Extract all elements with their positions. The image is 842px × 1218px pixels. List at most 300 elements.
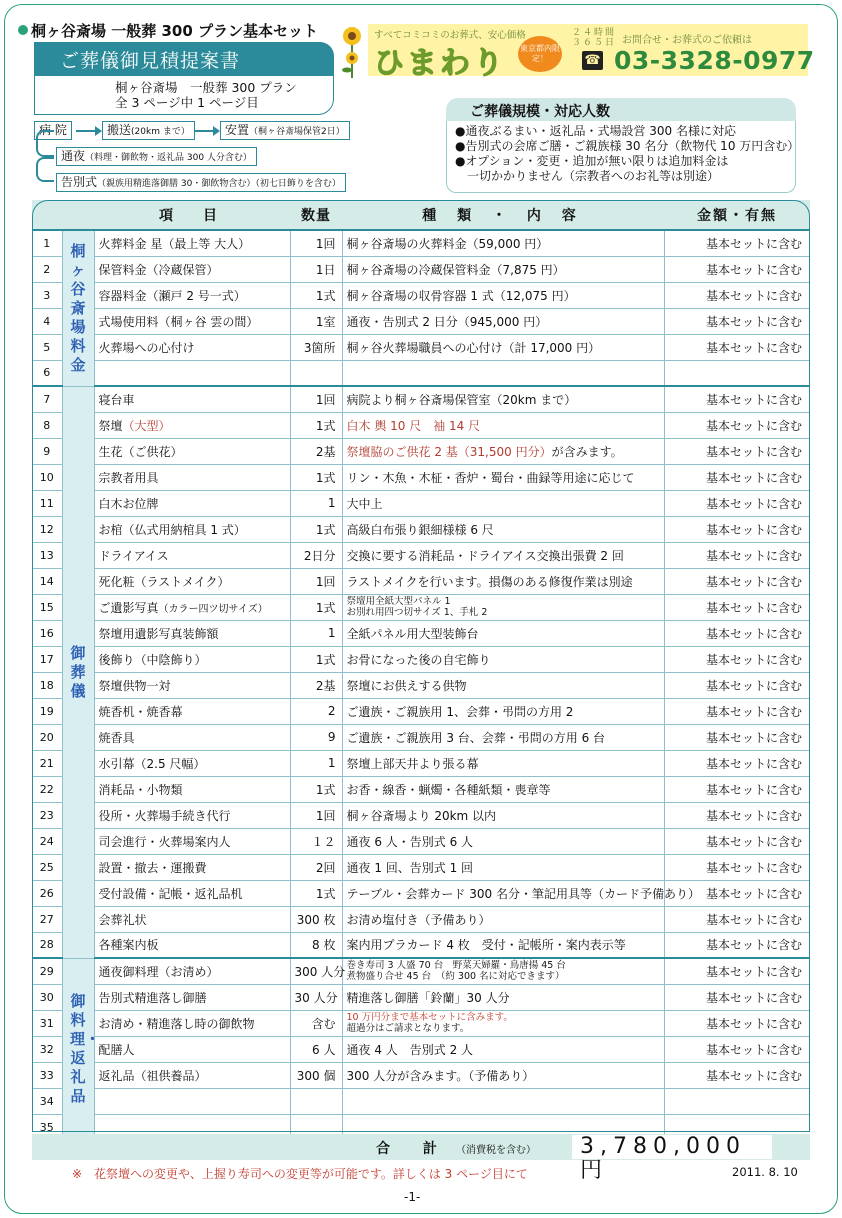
row-number: 21 — [32, 750, 62, 776]
desc-text: ラストメイクを行います。損傷のある修復作業は別途 — [346, 574, 633, 589]
row-number: 35 — [32, 1114, 62, 1140]
amount-cell: 基本セットに含む — [664, 516, 810, 542]
flow-step-note: （桐ヶ谷斎場保管2日） — [249, 127, 345, 137]
desc-cell — [342, 490, 664, 516]
desc-text: 桐ヶ谷火葬場職員への心付け（計 17,000 円） — [346, 340, 601, 355]
amount-cell: 基本セットに含む — [664, 256, 810, 282]
row-number: 1 — [32, 230, 62, 256]
amount-cell: 基本セットに含む — [664, 984, 810, 1010]
item-text: 死化粧（ラストメイク） — [98, 574, 230, 589]
item-cell — [94, 906, 290, 932]
qty-cell: 2日分 — [290, 542, 342, 568]
table-row — [32, 646, 810, 672]
item-cell — [94, 828, 290, 854]
item-text: 容器料金（瀬戸 2 号一式） — [98, 288, 246, 303]
company-name: ひまわり — [374, 46, 506, 81]
item-cell — [94, 698, 290, 724]
item-text: 受付設備・記帳・返礼品机 — [98, 886, 243, 901]
desc-cell — [342, 542, 664, 568]
qty-cell: 1式 — [290, 412, 342, 438]
row-number: 24 — [32, 828, 62, 854]
row-number: 16 — [32, 620, 62, 646]
desc-cell — [342, 698, 664, 724]
flow-bend-icon — [36, 157, 54, 182]
amount-cell: 基本セットに含む — [664, 334, 810, 360]
desc-cell — [342, 516, 664, 542]
amount-cell: 基本セットに含む — [664, 802, 810, 828]
amount-cell: 基本セットに含む — [664, 594, 810, 620]
amount-cell — [664, 360, 810, 386]
desc-text: 桐ヶ谷斎場の火葬料金（59,000 円） — [346, 236, 549, 251]
table-row — [32, 256, 810, 282]
table-row — [32, 542, 810, 568]
table-row — [32, 308, 810, 334]
row-number: 12 — [32, 516, 62, 542]
table-row — [32, 282, 810, 308]
item-cell — [94, 516, 290, 542]
table-row — [32, 750, 810, 776]
desc-cell — [342, 750, 664, 776]
desc-cell — [342, 594, 664, 620]
amount-cell: 基本セットに含む — [664, 1010, 810, 1036]
table-row — [32, 386, 810, 412]
desc-text: リン・木魚・木柾・香炉・蜀台・曲録等用途に応じて — [346, 470, 635, 485]
desc-small-text: 超過分はご請求となります。 — [346, 1023, 470, 1034]
qty-cell: 300 人分 — [290, 958, 342, 984]
item-text: 水引幕（2.5 尺幅） — [98, 756, 206, 771]
item-cell — [94, 776, 290, 802]
qty-cell: 8 枚 — [290, 932, 342, 958]
desc-cell — [342, 412, 664, 438]
row-number: 25 — [32, 854, 62, 880]
company-banner — [368, 24, 815, 81]
amount-cell — [664, 1088, 810, 1114]
item-cell — [94, 334, 290, 360]
row-number: 15 — [32, 594, 62, 620]
amount-cell: 基本セットに含む — [664, 906, 810, 932]
desc-cell — [342, 620, 664, 646]
amount-cell: 基本セットに含む — [664, 542, 810, 568]
item-text: 各種案内板 — [98, 938, 159, 953]
flow-step-label: 病 院 — [39, 123, 67, 137]
qty-cell: 300 個 — [290, 1062, 342, 1088]
desc-cell — [342, 724, 664, 750]
table-row — [32, 984, 810, 1010]
company-tagline: すべてコミコミのお葬式、安心価格 — [374, 30, 526, 41]
scale-details — [446, 121, 800, 193]
item-cell — [94, 386, 290, 412]
desc-text: 大中上 — [346, 496, 383, 511]
table-row — [32, 906, 810, 932]
tokyo-only-badge: 東京都内限定！ — [518, 36, 562, 72]
hours-24: ２４時間 — [572, 28, 617, 38]
header-amount: 金額・有無 — [664, 200, 810, 230]
item-cell — [94, 672, 290, 698]
flow-step-transport — [102, 121, 195, 140]
flow-step-note: (20km まで） — [131, 127, 190, 137]
item-text: 役所・火葬場手続き代行 — [98, 808, 231, 823]
total-amount: 3,780,000 円 — [572, 1135, 772, 1159]
amount-cell: 基本セットに含む — [664, 620, 810, 646]
flow-step-label: 安置 — [225, 123, 250, 137]
item-cell — [94, 1010, 290, 1036]
footer-note: ※ 花祭壇への変更や、上握り寿司への変更等が可能です。詳しくは 3 ページ目にて — [72, 1167, 528, 1181]
table-row — [32, 412, 810, 438]
amount-cell: 基本セットに含む — [664, 880, 810, 906]
header-desc: 種 類 ・ 内 容 — [342, 200, 664, 230]
desc-cell — [342, 464, 664, 490]
item-cell — [94, 412, 290, 438]
item-cell — [94, 1036, 290, 1062]
qty-cell: 1回 — [290, 386, 342, 412]
amount-cell: 基本セットに含む — [664, 464, 810, 490]
table-row — [32, 620, 810, 646]
row-number: 28 — [32, 932, 62, 958]
qty-cell — [290, 1088, 342, 1114]
contact-label: お問合せ・お葬式のご依頼は — [622, 35, 752, 46]
header-item: 項 目 — [94, 200, 290, 230]
qty-cell: 3箇所 — [290, 334, 342, 360]
desc-cell — [342, 1088, 664, 1114]
amount-cell: 基本セットに含む — [664, 828, 810, 854]
desc-text: が含みます。 — [551, 444, 623, 459]
item-text: 寝台車 — [98, 392, 135, 407]
flow-step-funeral — [56, 173, 346, 192]
row-number: 17 — [32, 646, 62, 672]
item-cell — [94, 880, 290, 906]
row-number: 2 — [32, 256, 62, 282]
desc-text: ご遺族・ご親族用 1、会葬・弔問の方用 2 — [346, 704, 574, 719]
desc-cell — [342, 672, 664, 698]
category-label — [62, 386, 94, 958]
table-header-row — [32, 200, 810, 230]
row-number: 33 — [32, 1062, 62, 1088]
phone-number[interactable]: 03-3328-0977 — [614, 46, 815, 75]
row-number: 26 — [32, 880, 62, 906]
table-row — [32, 490, 810, 516]
desc-text: 桐ヶ谷斎場の収骨容器 1 式（12,075 円） — [346, 288, 576, 303]
table-row — [32, 724, 810, 750]
item-text: お棺（仏式用納棺具 1 式） — [98, 522, 246, 537]
qty-cell: 2 — [290, 698, 342, 724]
page-count: 全 3 ページ中 1 ページ目 — [115, 95, 259, 110]
qty-cell: 9 — [290, 724, 342, 750]
flow-step-wake — [56, 147, 257, 166]
row-number: 9 — [32, 438, 62, 464]
amount-cell: 基本セットに含む — [664, 1062, 810, 1088]
row-number: 3 — [32, 282, 62, 308]
desc-cell — [342, 256, 664, 282]
category-text: 御葬儀 — [70, 643, 86, 700]
item-text: 生花（ご供花） — [98, 444, 183, 459]
row-number: 8 — [32, 412, 62, 438]
desc-text: 通夜 1 回、告別式 1 回 — [346, 860, 474, 875]
table-row — [32, 568, 810, 594]
qty-cell: 1式 — [290, 776, 342, 802]
table-row — [32, 464, 810, 490]
row-number: 11 — [32, 490, 62, 516]
item-text: 保管料金（冷蔵保管） — [98, 262, 219, 277]
row-number: 23 — [32, 802, 62, 828]
desc-text: お骨になった後の自宅飾り — [346, 652, 491, 667]
item-text: 会葬礼状 — [98, 912, 147, 927]
item-text: 火葬場への心付け — [98, 340, 195, 355]
flow-step-note: （親族用精進落御膳 30・御飲物含む）（初七日飾りを含む） — [97, 179, 341, 189]
hours-text — [572, 28, 616, 48]
desc-text: ご遺族・ご親族用 3 台、会葬・弔問の方用 6 台 — [346, 730, 606, 745]
desc-text: テーブル・会葬カード 300 名分・筆記用具等（カード予備あり） — [346, 886, 700, 901]
table-row — [32, 776, 810, 802]
item-cell — [94, 308, 290, 334]
item-cell — [94, 854, 290, 880]
scale-line: ●オプション・変更・追加が無い限りは追加料金は — [455, 154, 729, 168]
desc-red-text: 白木 輿 10 尺 袖 14 尺 — [346, 418, 481, 433]
row-number: 18 — [32, 672, 62, 698]
item-text: 焼香机・焼香幕 — [98, 704, 183, 719]
amount-cell: 基本セットに含む — [664, 854, 810, 880]
document-title-text: 桐ヶ谷斎場 一般葬 300 プラン基本セット — [31, 22, 318, 40]
row-number: 7 — [32, 386, 62, 412]
amount-cell: 基本セットに含む — [664, 646, 810, 672]
item-cell — [94, 542, 290, 568]
amount-cell: 基本セットに含む — [664, 386, 810, 412]
desc-cell — [342, 854, 664, 880]
item-red-text: （大型） — [122, 418, 171, 433]
item-text: 祭壇用遺影写真装飾額 — [98, 626, 219, 641]
row-number: 27 — [32, 906, 62, 932]
item-cell — [94, 256, 290, 282]
flow-arrow-icon — [76, 130, 100, 132]
table-row — [32, 880, 810, 906]
desc-cell — [342, 646, 664, 672]
desc-text: 300 人分が含みます。（予備あり） — [346, 1068, 535, 1083]
item-cell — [94, 490, 290, 516]
category-label — [62, 230, 94, 386]
item-text: 宗教者用具 — [98, 470, 159, 485]
row-number: 32 — [32, 1036, 62, 1062]
table-row — [32, 672, 810, 698]
item-text: 通夜御料理（お清め） — [98, 964, 219, 979]
qty-cell: 1式 — [290, 594, 342, 620]
qty-cell: 1回 — [290, 568, 342, 594]
desc-small-text: 巻き寿司 3 人盛 70 台 野菜天婦羅・鳥唐揚 45 台 — [346, 960, 566, 972]
row-number: 14 — [32, 568, 62, 594]
qty-cell: 1室 — [290, 308, 342, 334]
table-row — [32, 438, 810, 464]
desc-cell — [342, 230, 664, 256]
row-number: 31 — [32, 1010, 62, 1036]
row-number: 6 — [32, 360, 62, 386]
amount-cell: 基本セットに含む — [664, 282, 810, 308]
row-number: 22 — [32, 776, 62, 802]
header-spacer — [32, 200, 94, 230]
table-row — [32, 828, 810, 854]
plan-subtitle-box — [34, 75, 334, 115]
row-number: 10 — [32, 464, 62, 490]
table-row — [32, 932, 810, 958]
item-text: 設置・撤去・運搬費 — [98, 860, 207, 875]
bullet-dot-icon — [18, 25, 28, 35]
qty-cell: 含む — [290, 1010, 342, 1036]
item-text: 消耗品・小物類 — [98, 782, 183, 797]
desc-cell — [342, 776, 664, 802]
table-row — [32, 516, 810, 542]
desc-cell — [342, 1010, 664, 1036]
desc-text: お清め塩付き（予備あり） — [346, 912, 491, 927]
flow-step-label: 搬送 — [107, 123, 132, 137]
scale-line: ●告別式の会席ご膳・ご親族様 30 名分（飲物代 10 万円含む） — [455, 139, 800, 153]
estimate-table-body — [32, 230, 810, 1140]
row-number: 19 — [32, 698, 62, 724]
category-label — [62, 958, 101, 1140]
amount-cell: 基本セットに含む — [664, 568, 810, 594]
table-row — [32, 1036, 810, 1062]
amount-cell: 基本セットに含む — [664, 412, 810, 438]
item-text: 返礼品（祖供養品） — [98, 1068, 207, 1083]
item-text: 白木お位牌 — [98, 496, 159, 511]
category-text: 桐ヶ谷斎場料金 — [70, 241, 86, 374]
item-text: 後飾り（中陰飾り） — [98, 652, 207, 667]
amount-cell: 基本セットに含む — [664, 724, 810, 750]
category-text: 御料理・返礼品 — [70, 992, 101, 1105]
item-cell — [94, 932, 290, 958]
phone-icon: ☎ — [582, 51, 603, 70]
table-row — [32, 854, 810, 880]
desc-cell — [342, 360, 664, 386]
desc-cell — [342, 334, 664, 360]
item-text: 式場使用料（桐ヶ谷 雲の間） — [98, 314, 259, 329]
item-cell — [94, 620, 290, 646]
qty-cell: 1 — [290, 620, 342, 646]
item-cell — [94, 1088, 290, 1114]
item-cell — [94, 282, 290, 308]
item-text: 焼香具 — [98, 730, 135, 745]
desc-text: 交換に要する消耗品・ドライアイス交換出張費 2 回 — [346, 548, 624, 563]
desc-cell — [342, 568, 664, 594]
amount-cell: 基本セットに含む — [664, 230, 810, 256]
desc-cell — [342, 984, 664, 1010]
table-row — [32, 1010, 810, 1036]
desc-small-text: 祭壇用全紙大型パネル 1 — [346, 596, 451, 607]
qty-cell: 6 人 — [290, 1036, 342, 1062]
desc-cell — [342, 932, 664, 958]
qty-cell: 1回 — [290, 230, 342, 256]
desc-cell — [342, 958, 664, 984]
header-qty: 数量 — [290, 200, 342, 230]
desc-text: 高級白布張り銀細様様 6 尺 — [346, 522, 494, 537]
qty-cell: 1回 — [290, 802, 342, 828]
desc-red-text: 祭壇脇のご供花 2 基（31,500 円分） — [346, 444, 552, 459]
item-text: 祭壇 — [98, 418, 123, 433]
qty-cell: 1式 — [290, 464, 342, 490]
table-row — [32, 698, 810, 724]
desc-text: 案内用プラカード 4 枚 受付・記帳所・案内表示等 — [346, 938, 626, 953]
sunflower-icon — [340, 26, 364, 78]
item-text: ドライアイス — [98, 548, 169, 563]
item-cell — [94, 958, 290, 984]
item-cell — [94, 802, 290, 828]
amount-cell: 基本セットに含む — [664, 438, 810, 464]
desc-cell — [342, 1036, 664, 1062]
amount-cell: 基本セットに含む — [664, 672, 810, 698]
row-number: 34 — [32, 1088, 62, 1114]
qty-cell: 2基 — [290, 672, 342, 698]
qty-cell: 30 人分 — [290, 984, 342, 1010]
qty-cell: 2回 — [290, 854, 342, 880]
desc-small-red-text: 10 万円分まで基本セットに含みます。 — [346, 1012, 513, 1023]
desc-text: 桐ヶ谷斎場の冷蔵保管料金（7,875 円） — [346, 262, 565, 277]
item-cell — [94, 464, 290, 490]
qty-cell: 1式 — [290, 646, 342, 672]
qty-cell — [290, 360, 342, 386]
flow-step-repose — [220, 121, 350, 140]
amount-cell: 基本セットに含む — [664, 1036, 810, 1062]
days-365: ３６５日 — [572, 38, 617, 48]
desc-text: 通夜・告別式 2 日分（945,000 円） — [346, 314, 548, 329]
desc-text: 全紙パネル用大型装飾台 — [346, 626, 479, 641]
item-cell — [94, 750, 290, 776]
table-row — [32, 230, 810, 256]
item-text: 火葬料金 星（最上等 大人） — [98, 236, 251, 251]
qty-cell: 1式 — [290, 516, 342, 542]
table-row — [32, 1062, 810, 1088]
desc-text: 病院より桐ヶ谷斎場保管室（20km まで） — [346, 392, 577, 407]
desc-small-text: お別れ用四つ切サイズ 1、手札 2 — [346, 607, 488, 618]
flow-bend-icon — [36, 130, 54, 157]
row-number: 13 — [32, 542, 62, 568]
item-cell — [94, 438, 290, 464]
qty-cell: 1日 — [290, 256, 342, 282]
qty-cell: 1 — [290, 490, 342, 516]
row-number: 30 — [32, 984, 62, 1010]
item-text: ご遺影写真 — [98, 600, 159, 615]
item-text: 祭壇供物一対 — [98, 678, 171, 693]
item-cell — [94, 984, 290, 1010]
desc-cell — [342, 1062, 664, 1088]
desc-cell — [342, 880, 700, 906]
desc-cell — [342, 282, 664, 308]
desc-cell — [342, 308, 664, 334]
qty-cell: 1式 — [290, 282, 342, 308]
desc-text: 祭壇上部天井より張る幕 — [346, 756, 479, 771]
amount-cell: 基本セットに含む — [664, 490, 810, 516]
flow-step-note: （料理・御飲物・返礼品 300 人分含む） — [85, 153, 252, 163]
qty-cell: 2基 — [290, 438, 342, 464]
scale-heading: ご葬儀規模・対応人数 — [446, 98, 796, 121]
total-label: 合 計 — [376, 1141, 451, 1157]
desc-text: 通夜 6 人・告別式 6 人 — [346, 834, 474, 849]
total-tax-note: （消費税を含む） — [456, 1145, 536, 1156]
amount-cell: 基本セットに含む — [664, 308, 810, 334]
item-cell — [94, 568, 290, 594]
amount-cell: 基本セットに含む — [664, 750, 810, 776]
desc-text: 精進落し御膳「鈴蘭」30 人分 — [346, 990, 510, 1005]
qty-cell: 1 — [290, 750, 342, 776]
qty-cell: １２ — [290, 828, 342, 854]
row-number: 29 — [32, 958, 62, 984]
desc-text: 桐ヶ谷斎場より 20km 以内 — [346, 808, 497, 823]
item-text: 告別式精進落し御膳 — [98, 990, 207, 1005]
estimate-banner: ご葬儀御見積提案書 — [34, 42, 334, 75]
desc-text: お香・線香・蝋燭・各種紙類・喪章等 — [346, 782, 551, 797]
document-title — [18, 20, 318, 41]
row-number: 4 — [32, 308, 62, 334]
item-cell — [94, 1062, 290, 1088]
desc-cell — [342, 386, 664, 412]
amount-cell: 基本セットに含む — [664, 958, 810, 984]
item-cell — [94, 724, 290, 750]
estimate-table — [32, 200, 810, 1141]
